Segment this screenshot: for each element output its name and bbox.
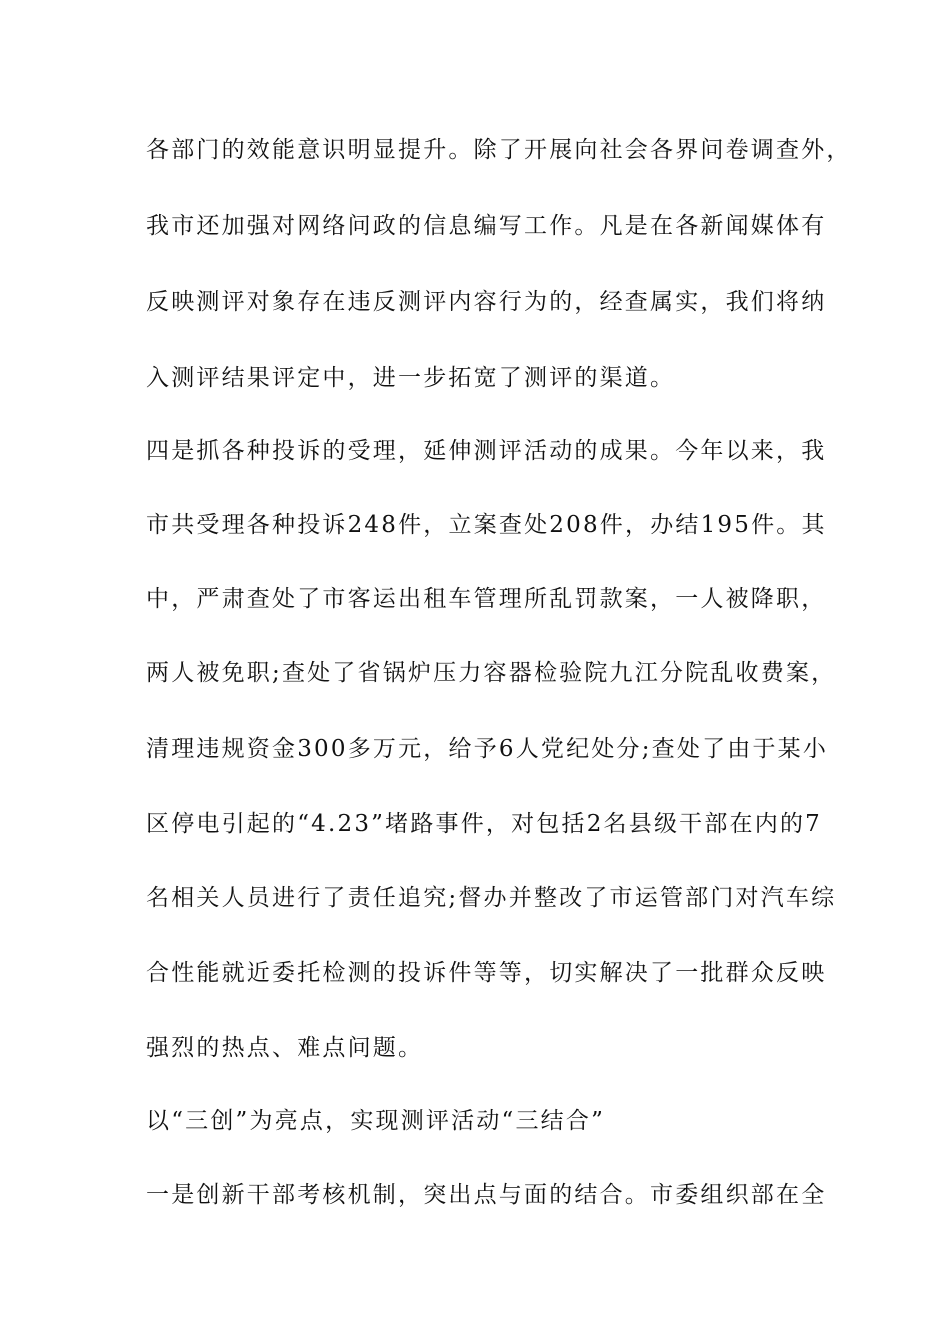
text-line: 清理违规资金300多万元，给予6人党纪处分;查处了由于某小 xyxy=(146,736,829,762)
text-line: 中，严肃查处了市客运出租车管理所乱罚款案，一人被降职， xyxy=(146,586,827,612)
text-line: 入测评结果评定中，进一步拓宽了测评的渠道。 xyxy=(146,365,676,391)
text-line: 区停电引起的“4.23”堵路事件，对包括2名县级干部在内的7 xyxy=(146,811,822,837)
text-line: 市共受理各种投诉248件，立案查处208件，办结195件。其 xyxy=(146,512,827,538)
text-line: 强烈的热点、难点问题。 xyxy=(146,1035,424,1061)
text-line: 我市还加强对网络问政的信息编写工作。凡是在各新闻媒体有 xyxy=(146,213,827,239)
text-line: 各部门的效能意识明显提升。除了开展向社会各界问卷调查外， xyxy=(146,137,852,163)
text-line: 四是抓各种投诉的受理，延伸测评活动的成果。今年以来，我 xyxy=(146,438,827,464)
text-line: 合性能就近委托检测的投诉件等等，切实解决了一批群众反映 xyxy=(146,960,827,986)
text-line: 两人被免职;查处了省锅炉压力容器检验院九江分院乱收费案， xyxy=(146,660,837,686)
text-line: 名相关人员进行了责任追究;督办并整改了市运管部门对汽车综 xyxy=(146,885,837,911)
text-line: 一是创新干部考核机制，突出点与面的结合。市委组织部在全 xyxy=(146,1182,827,1208)
section-heading: 以“三创”为亮点，实现测评活动“三结合” xyxy=(146,1108,606,1134)
text-line: 反映测评对象存在违反测评内容行为的，经查属实，我们将纳 xyxy=(146,289,827,315)
